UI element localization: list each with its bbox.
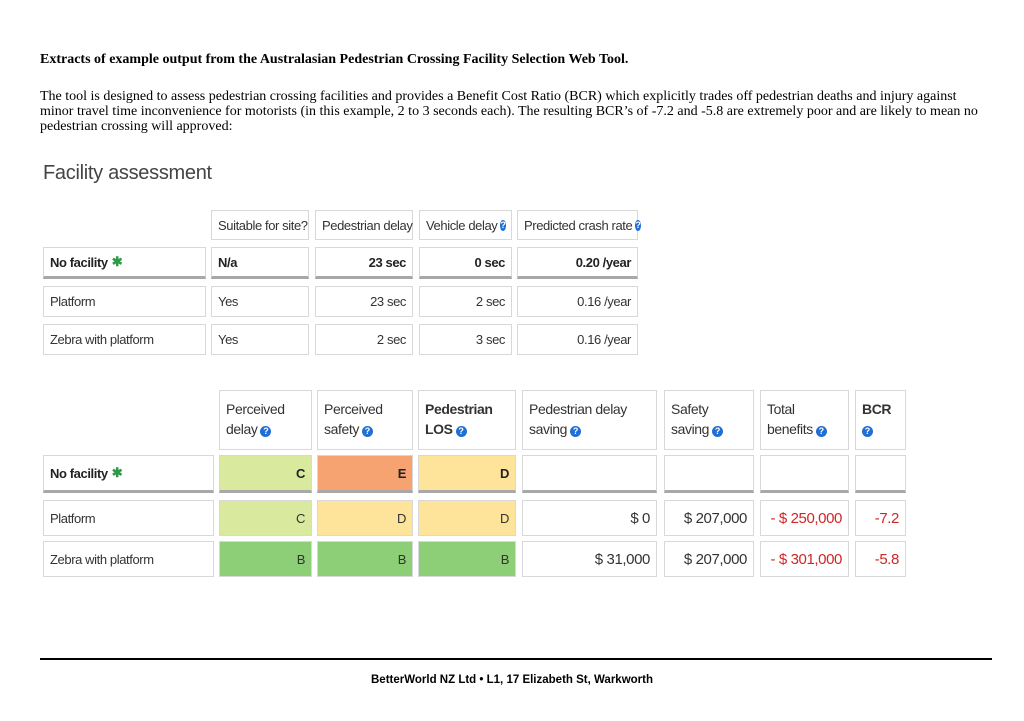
cell-crash-rate: 0.16 /year [517,286,638,317]
cell-ped-delay-saving: $ 31,000 [522,541,657,577]
document-heading: Extracts of example output from the Australasian Pedestrian Crossing Facility Selection Web Tool. [40,52,629,67]
help-icon[interactable]: ? [500,219,506,230]
cell-veh-delay: 0 sec [419,247,512,279]
cell-ped-delay: 23 sec [315,247,413,279]
cell-safety-saving: $ 207,000 [664,500,754,536]
intro-paragraph: The tool is designed to assess pedestrian crossing facilities and provides a Benefit Cost Ratio (BCR) which explicitly trades off pedestrian deaths and injury against minor travel time inconvenience for motorists (in this example, 2 to 3 seconds each). The resulting BCR’s of -7.2 and -5.8 are extremely poor and are likely to mean no pedestrian crossing will approved: [40,89,978,134]
footer-company: BetterWorld NZ Ltd [371,674,477,686]
row-name-no-facility: No facility ✱ [43,455,214,493]
cell-total-benefits [760,455,849,493]
help-icon[interactable]: ? [712,426,723,437]
row-name-zebra: Zebra with platform [43,541,214,577]
header-crash-rate: Predicted crash rate ? [517,210,638,240]
header-perceived-safety: Perceived safety ? [317,390,413,450]
cell-safety-saving [664,455,754,493]
cell-ped-delay: 2 sec [315,324,413,355]
cell-suitable: Yes [211,286,309,317]
cell-perceived-delay: C [219,500,312,536]
cell-pedestrian-los: B [418,541,516,577]
cell-veh-delay: 3 sec [419,324,512,355]
header-bcr: BCR ? [855,390,906,450]
star-icon: ✱ [111,254,123,269]
help-icon[interactable]: ? [456,426,467,437]
cell-crash-rate: 0.16 /year [517,324,638,355]
footer-separator: • [479,674,484,686]
cell-ped-delay-saving [522,455,657,493]
header-pedestrian-los: Pedestrian LOS ? [418,390,516,450]
row-name-platform: Platform [43,286,206,317]
cell-pedestrian-los: D [418,455,516,493]
header-safety-saving: Safety saving ? [664,390,754,450]
cell-ped-delay: 23 sec [315,286,413,317]
footer-address: L1, 17 Elizabeth St, Warkworth [486,674,653,686]
row-name-no-facility: No facility ✱ [43,247,206,279]
help-icon[interactable]: ? [570,426,581,437]
cell-pedestrian-los: D [418,500,516,536]
cell-safety-saving: $ 207,000 [664,541,754,577]
help-icon[interactable]: ? [635,219,641,230]
cell-veh-delay: 2 sec [419,286,512,317]
footer [0,674,1024,686]
header-pedestrian-delay: Pedestrian delay [315,210,413,240]
header-vehicle-delay: Vehicle delay ? [419,210,512,240]
footer-divider [40,658,992,660]
section-title: Facility assessment [43,162,212,184]
cell-suitable: N/a [211,247,309,279]
header-suitable: Suitable for site? [211,210,309,240]
header-ped-delay-saving: Pedestrian delay saving ? [522,390,657,450]
header-total-benefits: Total benefits ? [760,390,849,450]
cell-perceived-safety: E [317,455,413,493]
star-icon: ✱ [111,465,123,480]
cell-bcr [855,455,906,493]
cell-ped-delay-saving: $ 0 [522,500,657,536]
row-name-platform: Platform [43,500,214,536]
cell-perceived-safety: B [317,541,413,577]
help-icon[interactable]: ? [862,426,873,437]
row-name-zebra: Zebra with platform [43,324,206,355]
help-icon[interactable]: ? [362,426,373,437]
cell-perceived-safety: D [317,500,413,536]
cell-suitable: Yes [211,324,309,355]
cell-total-benefits: - $ 250,000 [760,500,849,536]
cell-bcr: -5.8 [855,541,906,577]
cell-perceived-delay: C [219,455,312,493]
cell-crash-rate: 0.20 /year [517,247,638,279]
cell-bcr: -7.2 [855,500,906,536]
cell-perceived-delay: B [219,541,312,577]
help-icon[interactable]: ? [816,426,827,437]
help-icon[interactable]: ? [260,426,271,437]
header-perceived-delay: Perceived delay ? [219,390,312,450]
cell-total-benefits: - $ 301,000 [760,541,849,577]
